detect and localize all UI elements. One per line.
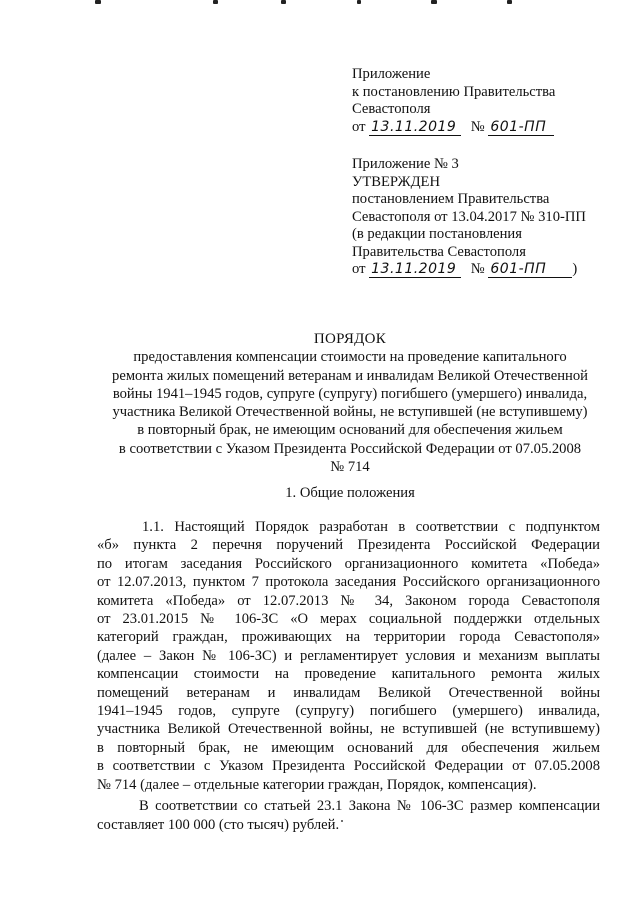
paragraph-line: в соответствии с Указом Президента Российской Федерации от 07.05.2008 xyxy=(97,758,600,775)
handwritten-date: 13.11.2019 xyxy=(369,262,461,278)
appendix-date-line xyxy=(352,119,612,137)
appendix-to-resolution: к постановлению Правительства xyxy=(352,83,556,100)
title-line: войны 1941–1945 годов, супруге (супругу) погибшего (умершего) инвалида, xyxy=(112,385,588,402)
number-prefix: № xyxy=(470,261,485,277)
title-line: № 714 xyxy=(330,459,370,476)
closing-paren: ) xyxy=(572,261,578,277)
handwritten-number: 601-ПП xyxy=(488,120,554,136)
paragraph-line: от 23.01.2015 № 106-ЗС «О мерах социальной поддержки отдельных xyxy=(97,611,600,628)
paragraph-line: от 12.07.2013, пунктом 7 протокола заседания Российского организационного xyxy=(97,574,600,591)
title-line: участника Великой Отечественной войны, не вступившей (не вступившему) xyxy=(112,404,588,421)
paragraph-line: 1.1. Настоящий Порядок разработан в соответствии с подпунктом xyxy=(142,519,600,535)
paragraph-line: комитета «Победа» от 12.07.2013 № 34, Законом города Севастополя xyxy=(97,592,600,609)
appendix-label: Приложение xyxy=(352,66,431,82)
body-text xyxy=(97,518,600,834)
appendix3-label: Приложение № 3 xyxy=(352,156,459,172)
number-prefix: № xyxy=(470,118,485,135)
paragraph-line: помещений ветеранам и инвалидам Великой Отечественной войны xyxy=(97,684,600,701)
approved-by: постановлением Правительства xyxy=(352,191,550,207)
date-prefix: от xyxy=(352,118,366,135)
paragraph-line: В соответствии со статьей 23.1 Закона № 106-ЗС размер компенсации xyxy=(139,798,600,815)
page-title: ПОРЯДОК xyxy=(313,331,387,347)
section-heading: 1. Общие положения xyxy=(285,485,415,501)
paragraph-line: в повторный брак, не имеющим оснований для обеспечения жильем xyxy=(97,739,600,756)
paragraph-line: участника Великой Отечественной войны, не вступившей (не вступившему) xyxy=(97,721,600,738)
paragraph-line: категорий граждан, проживающих на территории города Севастополя» xyxy=(97,629,600,646)
paragraph-line: «б» пункта 2 перечня поручений Президента Российской Федерации xyxy=(97,537,600,554)
approved-label: УТВЕРЖДЕН xyxy=(352,173,440,190)
appendix-city: Севастополя xyxy=(352,101,431,117)
document-title xyxy=(80,330,620,476)
title-line: ремонта жилых помещений ветеранам и инвалидам Великой Отечественной xyxy=(112,367,588,384)
title-line: в соответствии с Указом Президента Российской Федерации от 07.05.2008 xyxy=(118,440,582,457)
edition-government: Правительства Севастополя xyxy=(352,243,526,260)
scan-dot xyxy=(341,820,343,822)
paragraph-line: составляет 100 000 (сто тысяч) рублей. xyxy=(97,816,340,833)
approval-block xyxy=(352,156,612,279)
approved-resolution: Севастополя от 13.04.2017 № 310-ПП xyxy=(352,208,586,225)
paragraph-line: по итогам заседания Российского организационного комитета «Победа» xyxy=(97,555,600,572)
title-line: предоставления компенсации стоимости на проведение капитального xyxy=(133,349,567,366)
paragraph-line: (далее – Закон № 106-ЗС) и регламентирует условия и механизм выплаты xyxy=(97,647,600,664)
date-prefix: от xyxy=(352,261,366,277)
edition-date-line xyxy=(352,261,612,279)
appendix-header xyxy=(352,66,612,136)
paragraph-line: 1941–1945 годов, супруге (супругу) погибшего (умершего) инвалида, xyxy=(97,703,600,720)
handwritten-date: 13.11.2019 xyxy=(369,120,461,136)
paragraph-line: № 714 (далее – отдельные категории граждан, Порядок, компенсация). xyxy=(97,776,537,793)
edition-note: (в редакции постановления xyxy=(352,226,522,242)
title-line: в повторный брак, не имеющим оснований для обеспечения жильем xyxy=(137,422,563,439)
handwritten-number: 601-ПП xyxy=(488,262,572,278)
scan-edge-artifact xyxy=(95,0,535,5)
paragraph-line: компенсации стоимости на проведение капитального ремонта жилых xyxy=(97,666,600,683)
